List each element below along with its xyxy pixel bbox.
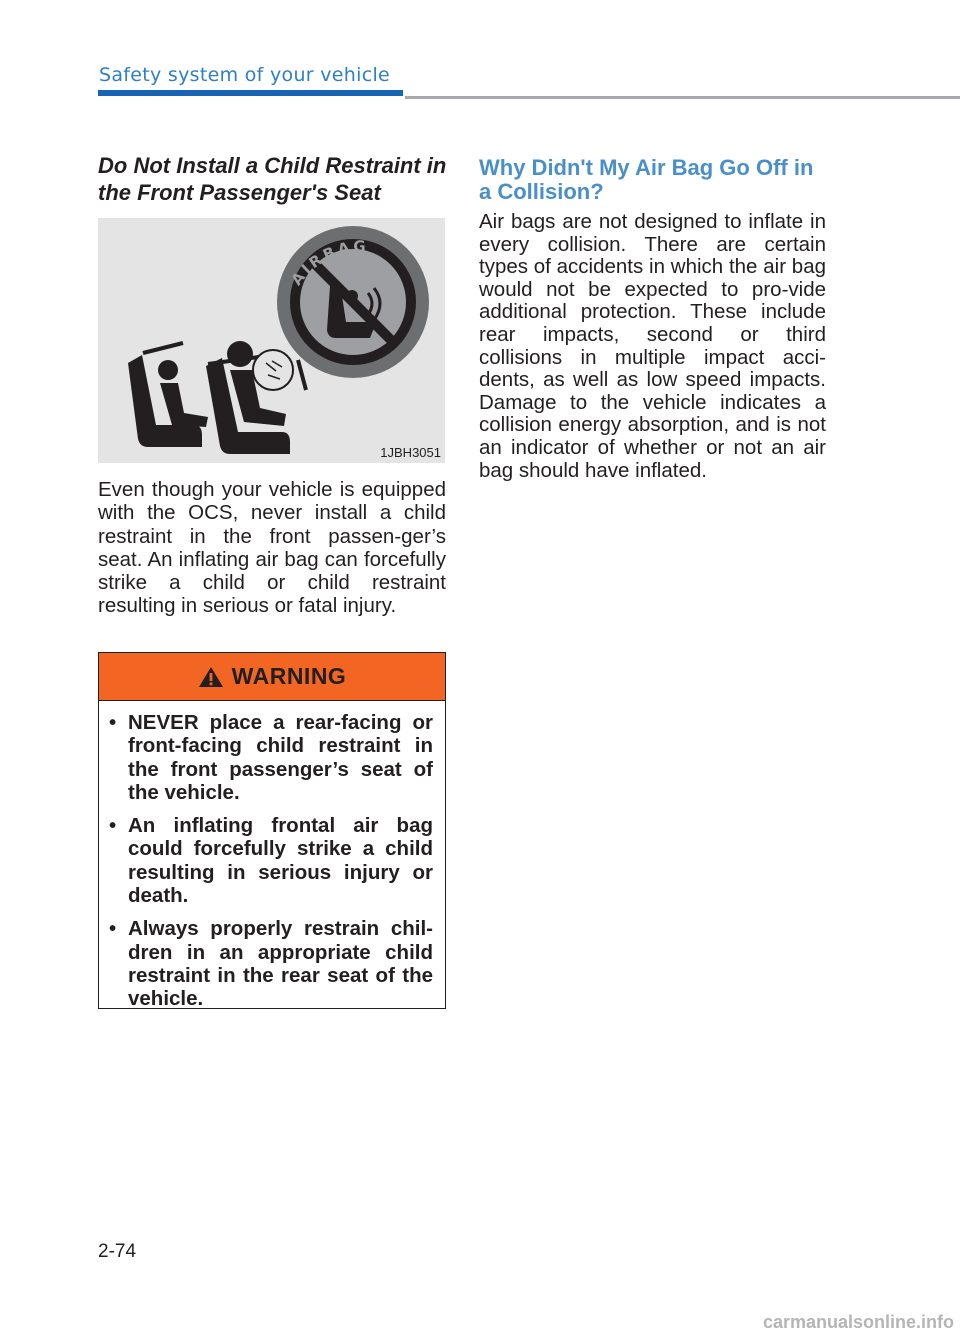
no-child-seat-sign-icon (277, 226, 429, 378)
page-number: 2-74 (98, 1241, 137, 1262)
header-rule-blue (98, 90, 403, 96)
warning-triangle-icon (198, 666, 224, 688)
warning-item (109, 711, 433, 804)
warning-label: WARNING (231, 663, 347, 689)
warning-header (99, 653, 445, 701)
bullet: • (109, 814, 117, 838)
svg-text:AIRBAG: AIRBAG (287, 237, 369, 289)
warning-item (109, 917, 433, 1010)
heading-child-restraint: Do Not Install a Child Restraint in the Front Passenger's Seat (98, 153, 447, 205)
header-rule-grey (405, 96, 960, 99)
paragraph-ocs: Even though your vehicle is equipped with the OCS, never install a child restraint in the front passen-ger’s seat. An inflating air bag can forcefully strike a child or child restraint resulting in serious or fatal injury. (98, 478, 446, 618)
airbag-seat-diagram (98, 218, 445, 463)
section-header-title: Safety system of your vehicle (99, 64, 391, 86)
paragraph-air-bag-collision: Air bags are not designed to inflate in every collision. There are certain types of accidents in which the air bag would not be expected to pro-vide additional protection. These include rear impacts, second or third collisions in multiple impact acci-dents, as well as low speed impacts. Damage to the vehicle indicates a collision energy absorption, and is not an indicator of whether or not an air bag should have inflated. (479, 210, 826, 482)
airbag-warning-illustration (98, 218, 445, 463)
warning-item-text: An inflating frontal air bag could forcefully strike a child resulting in serious injury or death. (128, 814, 433, 908)
heading-air-bag-collision: Why Didn't My Air Bag Go Off in a Collision? (479, 155, 814, 204)
warning-item (109, 814, 433, 907)
inflating-airbag-icon (253, 350, 306, 390)
rear-seat-child-figure (128, 343, 208, 447)
warning-box (98, 652, 446, 1009)
warning-item-text: Always properly restrain chil-dren in an appropriate child restraint in the rear seat of the vehicle. (128, 917, 433, 1011)
watermark-link[interactable]: carmanualsonline.info (762, 1312, 954, 1332)
bullet: • (109, 711, 117, 734)
warning-item-text: NEVER place a rear-facing or front-facing child restraint in the front passenger’s seat of the vehicle. (128, 711, 433, 804)
bullet: • (109, 917, 117, 941)
image-code: 1JBH3051 (380, 445, 441, 460)
warning-list (99, 701, 445, 1011)
